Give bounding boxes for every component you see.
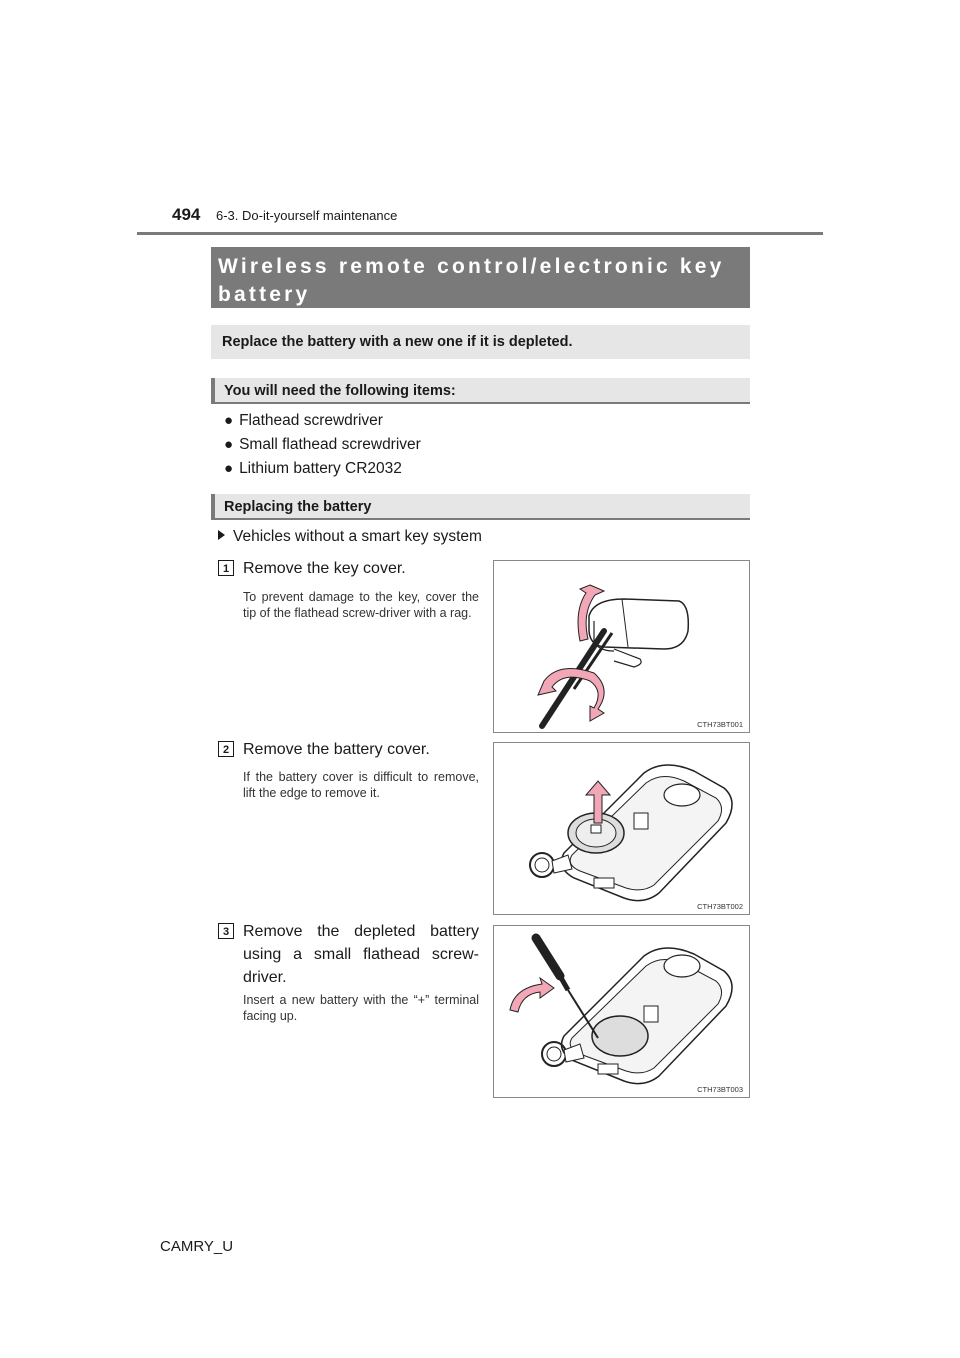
step-note: Insert a new battery with the “+” terminal facing up. <box>243 993 479 1023</box>
replace-heading: Replacing the battery <box>211 494 750 520</box>
subheading: Vehicles without a smart key system <box>218 528 482 546</box>
bullet-icon: ● <box>224 412 234 429</box>
section-title: Wireless remote control/electronic key battery <box>211 247 750 308</box>
step-note: If the battery cover is difficult to remove, lift the edge to remove it. <box>243 770 479 800</box>
page-number: 494 <box>172 205 201 224</box>
figure-code: CTH73BT003 <box>697 1085 743 1094</box>
list-item: ● Small flathead screwdriver <box>224 436 421 453</box>
figure-battery-cover <box>493 742 750 915</box>
items-heading: You will need the following items: <box>211 378 750 404</box>
step-number: 1 <box>218 560 234 576</box>
list-item: ● Lithium battery CR2032 <box>224 460 402 477</box>
chapter-title: 6-3. Do-it-yourself maintenance <box>216 208 398 223</box>
header-rule <box>137 232 823 235</box>
intro-box: Replace the battery with a new one if it is depleted. <box>211 325 750 359</box>
step-number: 3 <box>218 923 234 939</box>
step-instruction: Remove the battery cover. <box>243 741 430 758</box>
figure-code: CTH73BT002 <box>697 902 743 911</box>
figure-key-cover <box>493 560 750 733</box>
bullet-icon: ● <box>224 436 234 453</box>
list-item: ● Flathead screwdriver <box>224 412 383 429</box>
step-note: To prevent damage to the key, cover the tip of the flathead screw-driver with a rag. <box>243 590 479 620</box>
footer-code: CAMRY_U <box>160 1238 234 1255</box>
triangle-icon <box>218 530 225 540</box>
step-number: 2 <box>218 741 234 757</box>
figure-remove-battery <box>493 925 750 1098</box>
figure-code: CTH73BT001 <box>697 720 743 729</box>
step-instruction: Remove the key cover. <box>243 560 406 577</box>
battery-cover-illustration <box>494 743 750 915</box>
remove-battery-illustration <box>494 926 750 1098</box>
bullet-icon: ● <box>224 460 234 477</box>
step-instruction: Remove the depleted battery using a small flathead screw-driver. <box>243 923 479 986</box>
key-cover-illustration <box>494 561 750 733</box>
